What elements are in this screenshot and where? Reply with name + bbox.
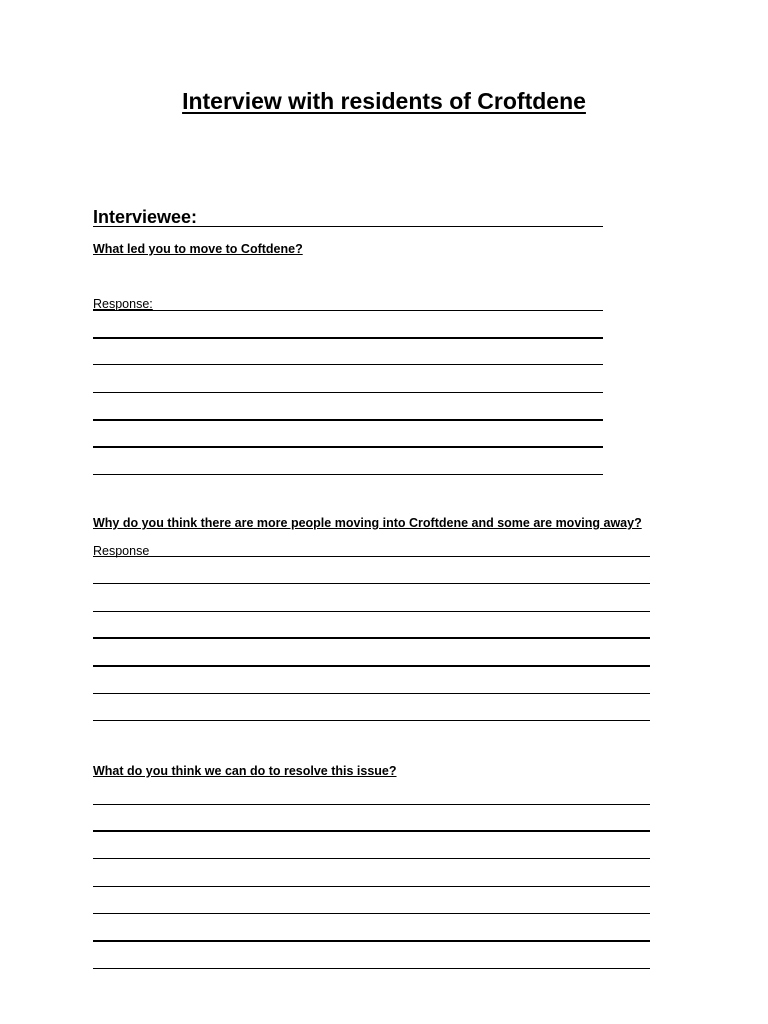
response-line[interactable] [93,804,650,805]
response-line[interactable] [93,310,603,311]
question-1: What led you to move to Coftdene? [93,242,303,256]
page-title: Interview with residents of Croftdene [182,88,586,114]
response-line[interactable] [93,665,650,667]
interviewee-answer-line[interactable] [93,226,603,227]
response-line[interactable] [93,474,603,475]
response-line[interactable] [93,556,650,557]
response-line[interactable] [93,392,603,393]
response-line[interactable] [93,858,650,859]
response-line[interactable] [93,693,650,694]
interviewee-label: Interviewee: [93,207,198,227]
response-line[interactable] [93,940,650,942]
response-line[interactable] [93,583,650,584]
response-line[interactable] [93,913,650,914]
response-line[interactable] [93,611,650,612]
response-line[interactable] [93,419,603,421]
question-2: Why do you think there are more people moving into Croftdene and some are moving away? [93,516,642,530]
response-line[interactable] [93,830,650,832]
response-label-2: Response [93,544,150,558]
response-line[interactable] [93,446,603,448]
response-label-1: Response: [93,297,153,311]
response-line[interactable] [93,337,603,339]
question-3: What do you think we can do to resolve this issue? [93,764,397,778]
response-line[interactable] [93,637,650,639]
response-line[interactable] [93,364,603,365]
response-line[interactable] [93,886,650,887]
response-line[interactable] [93,720,650,721]
response-line[interactable] [93,968,650,969]
